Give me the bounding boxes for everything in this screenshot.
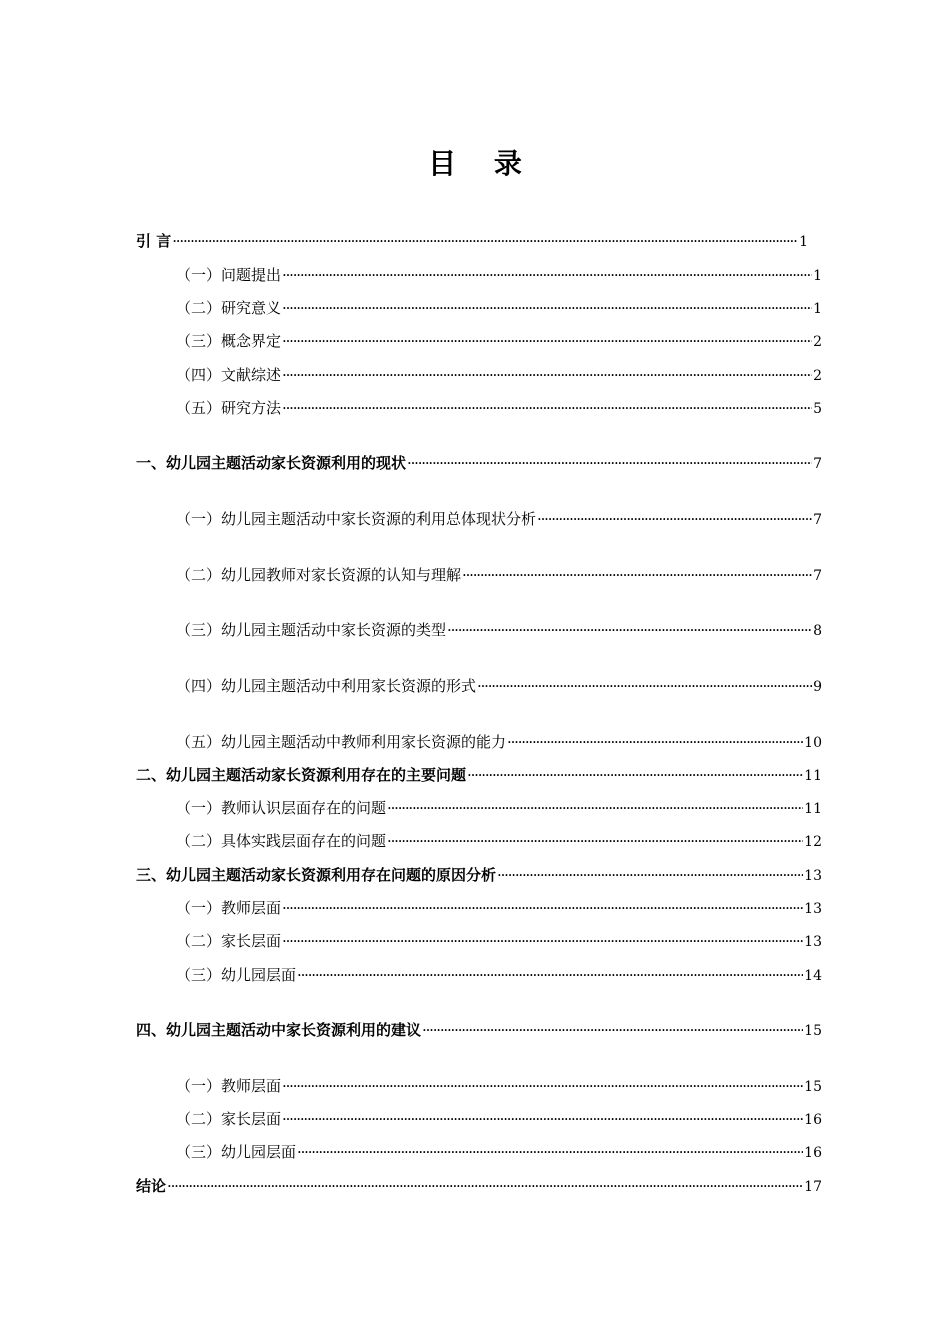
- toc-entry-label: 四、幼儿园主题活动中家长资源利用的建议: [136, 1021, 422, 1039]
- toc-entry: [176, 1075, 822, 1097]
- toc-entry-label: （四）幼儿园主题活动中利用家长资源的形式: [176, 677, 477, 695]
- toc-entry-page-number: 11: [804, 801, 822, 817]
- toc-entry: [176, 397, 822, 419]
- toc-entry-label: （二）家长层面: [176, 932, 282, 950]
- toc-entry: [176, 364, 822, 386]
- toc-entry-label: （三）幼儿园层面: [176, 1143, 297, 1161]
- toc-entry-page-number: 11: [804, 768, 822, 784]
- toc-entry-label: （三）概念界定: [176, 332, 282, 350]
- toc-entry-page-number: 9: [813, 679, 822, 695]
- toc-leader-dots: [282, 897, 803, 919]
- toc-entry: [136, 230, 808, 252]
- toc-entry-page-number: 10: [804, 735, 822, 751]
- toc-entry-page-number: 13: [804, 901, 822, 917]
- toc-entry-page-number: 8: [813, 623, 822, 639]
- toc-entry-label: 一、幼儿园主题活动家长资源利用的现状: [136, 454, 407, 472]
- toc-leader-dots: [282, 264, 812, 286]
- toc-entry-label: （一）教师层面: [176, 1077, 282, 1095]
- page-title: 目 录: [428, 147, 536, 180]
- toc-leader-dots: [477, 675, 812, 697]
- toc-entry-label: （一）问题提出: [176, 266, 282, 284]
- toc-entry-label: （二）研究意义: [176, 299, 282, 317]
- toc-entry: [176, 330, 822, 352]
- toc-entry-label: （五）幼儿园主题活动中教师利用家长资源的能力: [176, 733, 507, 751]
- toc-entry: [176, 1108, 822, 1130]
- toc-entry-page-number: 1: [813, 301, 822, 317]
- toc-entry-label: （四）文献综述: [176, 366, 282, 384]
- toc-entry-page-number: 16: [804, 1145, 822, 1161]
- toc-entry: [176, 964, 822, 986]
- toc-entry: [176, 797, 822, 819]
- toc-leader-dots: [387, 830, 803, 852]
- toc-entry-label: （一）教师认识层面存在的问题: [176, 799, 387, 817]
- toc-entry-page-number: 2: [813, 368, 822, 384]
- toc-entry-page-number: 12: [804, 834, 822, 850]
- toc-entry-page-number: 14: [804, 968, 822, 984]
- toc-leader-dots: [407, 452, 812, 474]
- toc-entry: [176, 619, 822, 641]
- toc-entry: [176, 930, 822, 952]
- toc-entry-page-number: 17: [804, 1179, 822, 1195]
- toc-leader-dots: [497, 864, 803, 886]
- toc-leader-dots: [462, 564, 812, 586]
- toc-leader-dots: [167, 1175, 803, 1197]
- toc-leader-dots: [537, 508, 812, 530]
- toc-entry: [176, 564, 822, 586]
- toc-leader-dots: [422, 1019, 803, 1041]
- toc-leader-dots: [387, 797, 803, 819]
- toc-entry-page-number: 1: [813, 268, 822, 284]
- toc-entry: [136, 864, 822, 886]
- toc-entry-label: （二）幼儿园教师对家长资源的认知与理解: [176, 566, 462, 584]
- toc-leader-dots: [282, 1108, 803, 1130]
- toc-leader-dots: [282, 364, 812, 386]
- toc-entry: [176, 1141, 822, 1163]
- toc-entry-page-number: 15: [804, 1023, 822, 1039]
- toc-entry-page-number: 13: [804, 934, 822, 950]
- toc-entry: [176, 264, 822, 286]
- toc-leader-dots: [282, 930, 803, 952]
- toc-entry: [176, 297, 822, 319]
- toc-leader-dots: [282, 297, 812, 319]
- toc-entry-label: （一）幼儿园主题活动中家长资源的利用总体现状分析: [176, 510, 537, 528]
- toc-entry-label: （五）研究方法: [176, 399, 282, 417]
- toc-entry-label: （三）幼儿园主题活动中家长资源的类型: [176, 621, 447, 639]
- toc-entry-page-number: 7: [813, 512, 822, 528]
- toc-entry-page-number: 2: [813, 334, 822, 350]
- toc-leader-dots: [467, 764, 803, 786]
- toc-entry: [176, 731, 822, 753]
- toc-entry-page-number: 7: [813, 568, 822, 584]
- toc-entry: [136, 1019, 822, 1041]
- toc-entry-page-number: 7: [813, 456, 822, 472]
- toc-entry-label: 结论: [136, 1177, 167, 1195]
- toc-entry: [136, 452, 822, 474]
- toc-entry-label: （一）教师层面: [176, 899, 282, 917]
- toc-leader-dots: [507, 731, 803, 753]
- toc-leader-dots: [282, 330, 812, 352]
- toc-entry-label: （三）幼儿园层面: [176, 966, 297, 984]
- toc-leader-dots: [282, 397, 812, 419]
- toc-entry-page-number: 16: [804, 1112, 822, 1128]
- toc-entry: [176, 897, 822, 919]
- toc-leader-dots: [297, 1141, 803, 1163]
- toc-entry-page-number: 5: [813, 401, 822, 417]
- toc-leader-dots: [172, 230, 798, 252]
- toc-entry: [176, 675, 822, 697]
- toc-entry-label: 引 言: [136, 232, 172, 250]
- toc-entry-label: （二）家长层面: [176, 1110, 282, 1128]
- toc-entry-page-number: 13: [804, 868, 822, 884]
- toc-entry-label: 三、幼儿园主题活动家长资源利用存在问题的原因分析: [136, 866, 497, 884]
- toc-entry: [176, 830, 822, 852]
- toc-entry: [176, 508, 822, 530]
- toc-entry-label: （二）具体实践层面存在的问题: [176, 832, 387, 850]
- toc-leader-dots: [297, 964, 803, 986]
- toc-leader-dots: [447, 619, 812, 641]
- toc-leader-dots: [282, 1075, 803, 1097]
- toc-entry-page-number: 1: [799, 234, 808, 250]
- toc-entry-label: 二、幼儿园主题活动家长资源利用存在的主要问题: [136, 766, 467, 784]
- toc-entry: [136, 764, 822, 786]
- toc-entry: [136, 1175, 822, 1197]
- toc-entry-page-number: 15: [804, 1079, 822, 1095]
